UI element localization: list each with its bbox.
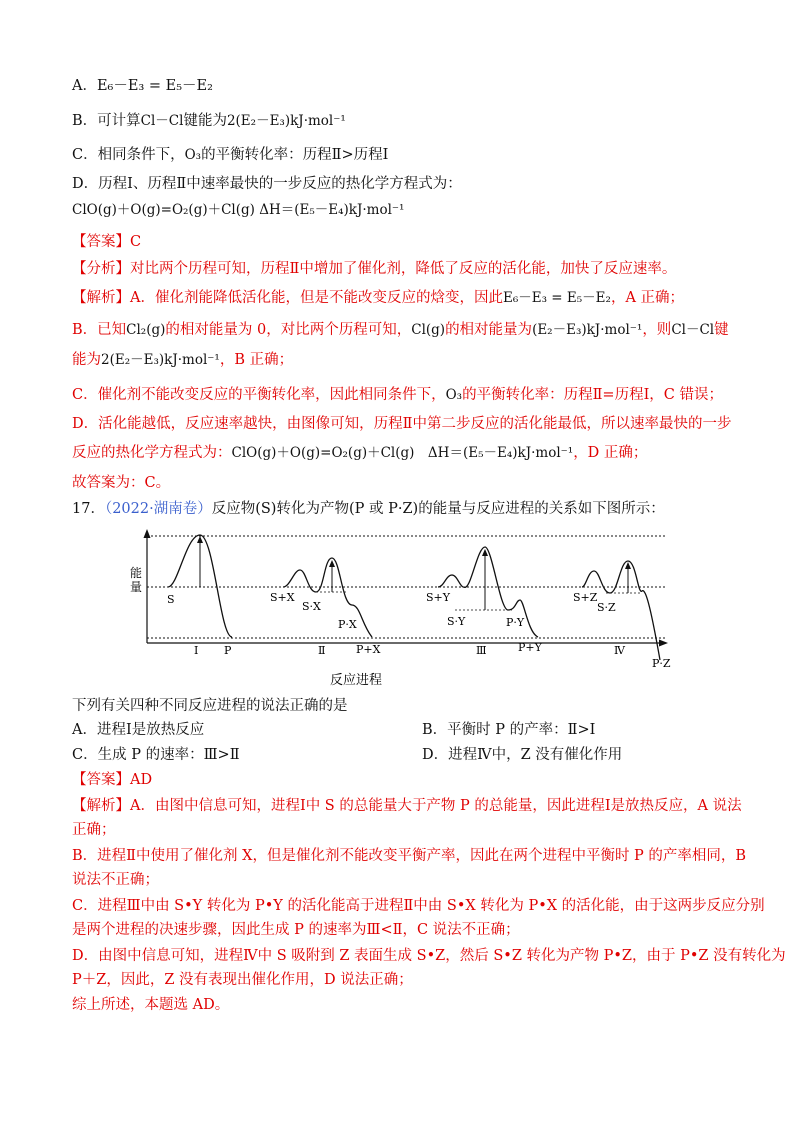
q17-option-b: B．平衡时 P 的产率：Ⅱ>Ⅰ	[422, 722, 596, 738]
jiexi-b2-expr: 2(E₂－E₃)kJ·mol⁻¹	[101, 352, 220, 368]
jiexi-b2-post: ，B 正确；	[219, 352, 294, 368]
q17-jiexi-b-text2: 说法不正确；	[72, 872, 159, 888]
label-process-3: Ⅲ	[476, 644, 487, 657]
q16-analysis	[72, 259, 676, 279]
jiexi-a-post: ，A 正确；	[610, 290, 685, 306]
curve-process-2	[283, 558, 372, 637]
label-s-dot-x: S·X	[302, 600, 321, 613]
q17-jiexi-b-line2	[72, 870, 159, 890]
q17-jiexi-c-line1	[72, 896, 765, 916]
energy-diagram	[120, 525, 700, 695]
label-xlabel: 反应进程	[330, 673, 383, 688]
label-p-dot-z: P·Z	[652, 657, 671, 670]
label-p: P	[224, 644, 232, 657]
q17-options-row1	[72, 720, 596, 740]
q17-jiexi-d-text: D．由图中信息可知，进程Ⅳ中 S 吸附到 Z 表面生成 S•Z，然后 S•Z 转化为产物 P•Z，由于 P•Z 没有转化为	[72, 948, 786, 964]
option-c-o3: O₃	[184, 147, 202, 163]
analysis-text: 对比两个历程可知，历程Ⅱ中增加了催化剂，降低了反应的活化能，加快了反应速率。	[130, 261, 677, 277]
q17-options-row2	[72, 745, 623, 765]
q17-conclusion-text: 综上所述，本题选 AD。	[72, 997, 230, 1013]
label-p-dot-x: P·X	[338, 618, 357, 631]
conclusion-text: 故答案为：C。	[72, 475, 171, 491]
jiexi-b-expr: (E₂－E₃)kJ·mol⁻¹	[532, 322, 643, 338]
q17-jiexi-d-line2	[72, 970, 413, 990]
q16-jiexi-d-line1	[72, 414, 731, 434]
ea-arrowhead-4	[625, 562, 631, 569]
option-b-expr: 2(E₂－E₃)kJ·mol⁻¹	[226, 113, 346, 129]
q17-jiexi-a-line1	[72, 796, 742, 816]
q17-jiexi-a-text2: 正确；	[72, 822, 116, 838]
jiexi-c-post: 的平衡转化率：历程Ⅱ=历程Ⅰ，C 错误；	[462, 387, 724, 403]
q16-jiexi-a	[72, 288, 684, 308]
q16-conclusion	[72, 473, 170, 493]
q16-jiexi-b-line2	[72, 350, 293, 370]
option-d-equation: ClO(g)＋O(g)=O₂(g)＋Cl(g) ΔH＝(E₅－E₄)kJ·mol⁻¹	[72, 202, 405, 218]
label-process-4: Ⅳ	[614, 644, 625, 657]
q16-option-a	[72, 76, 213, 96]
q16-jiexi-d-line2	[72, 443, 647, 463]
q17-answer-value: AD	[130, 772, 153, 788]
option-c-prefix: C．相同条件下，	[72, 147, 185, 163]
label-s-plus-z: S+Z	[573, 591, 598, 604]
answer-value: C	[130, 234, 142, 250]
jiexi-c-o3: O₃	[445, 387, 463, 403]
jiexi-b-cl: Cl(g)	[411, 322, 446, 338]
q17-option-d: D．进程Ⅳ中，Z 没有催化作用	[422, 747, 623, 763]
q17-jiexi-c-text: C．进程Ⅲ中由 S•Y 转化为 P•Y 的活化能高于进程Ⅱ中由 S•X 转化为 P•X 的活化能，由于这两步反应分别	[72, 898, 765, 914]
q16-answer	[72, 232, 141, 252]
option-b-prefix: B．可计算	[72, 113, 141, 129]
q17-jiexi-b-line1	[72, 846, 746, 866]
q16-option-c	[72, 145, 388, 165]
q17-option-a: A．进程Ⅰ是放热反应	[72, 722, 205, 738]
q17-jiexi-c-text2: 是两个进程的决速步骤，因此生成 P 的速率为Ⅲ<Ⅱ，C 说法不正确；	[72, 922, 520, 938]
q17-option-c: C．生成 P 的速率：Ⅲ>Ⅱ	[72, 747, 240, 763]
label-s-plus-y: S+Y	[426, 591, 451, 604]
label-s-plus-x: S+X	[270, 591, 295, 604]
jiexi-d2-prefix: 反应的热化学方程式为：	[72, 445, 232, 461]
label-process-2: Ⅱ	[318, 644, 326, 657]
jiexi-b-end: 键	[714, 322, 729, 338]
label-p-plus-y: P+Y	[518, 641, 542, 654]
jiexi-a-prefix: A．催化剂能降低活化能，但是不能改变反应的焓变，因此	[130, 290, 503, 306]
q17-jiexi-d-line1	[72, 946, 786, 966]
jiexi-tag: 【解析】	[72, 290, 130, 306]
jiexi-b-cl2: Cl₂(g)	[126, 322, 166, 338]
q17-jiexi-b-text: B．进程Ⅱ中使用了催化剂 X，但是催化剂不能改变平衡产率，因此在两个进程中平衡时 P 的产率相同，B	[72, 848, 747, 864]
jiexi-d2-post: ，D 正确；	[573, 445, 648, 461]
question-number: 17．	[72, 501, 105, 517]
jiexi-d-text: D．活化能越低，反应速率越快，由图像可知，历程Ⅱ中第二步反应的活化能最低，所以速率最快的一步	[72, 416, 732, 432]
jiexi-d2-expr: ClO(g)＋O(g)=O₂(g)＋Cl(g) ΔH＝(E₅－E₄)kJ·mol⁻¹	[231, 445, 574, 461]
q17-question	[72, 696, 348, 716]
q16-option-d-line2	[72, 200, 404, 220]
question-stem: 反应物(S)转化为产物(P 或 P·Z)的能量与反应进程的关系如下图所示：	[211, 501, 665, 517]
label-ylabel-2: 量	[130, 580, 143, 594]
question-source: （2022·湖南卷）	[104, 501, 212, 517]
q16-option-b	[72, 111, 346, 131]
option-b-bond: Cl－Cl	[140, 113, 184, 129]
q17-jiexi-a-text: A．由图中信息可知，进程Ⅰ中 S 的总能量大于产物 P 的总能量，因此进程Ⅰ是放热反应，A 说法	[130, 798, 742, 814]
label-process-1: Ⅰ	[194, 644, 199, 657]
q16-jiexi-c	[72, 385, 723, 405]
ea-arrowhead-1	[197, 536, 203, 543]
jiexi-b2-prefix: 能为	[72, 352, 101, 368]
label-s: S	[167, 593, 175, 606]
q16-option-d-line1	[72, 174, 462, 194]
q17-jiexi-tag: 【解析】	[72, 798, 130, 814]
jiexi-b-post: ，则	[642, 322, 672, 338]
label-ylabel-1: 能	[130, 566, 143, 580]
jiexi-b-bond: Cl－Cl	[671, 322, 715, 338]
y-axis-arrow	[144, 529, 151, 538]
label-p-dot-y: P·Y	[506, 616, 525, 629]
q17-jiexi-c-line2	[72, 920, 520, 940]
option-d-text: D．历程Ⅰ、历程Ⅱ中速率最快的一步反应的热化学方程式为：	[72, 176, 462, 192]
q17-jiexi-d-text2: P＋Z，因此，Z 没有表现出催化作用，D 说法正确；	[72, 972, 413, 988]
q17-answer	[72, 770, 152, 790]
option-a-text: A．E₆－E₃ = E₅－E₂	[72, 78, 213, 94]
jiexi-b-prefix: B．已知	[72, 322, 127, 338]
label-p-plus-x: P+X	[356, 643, 381, 656]
label-s-dot-z: S·Z	[597, 601, 616, 614]
q16-jiexi-b-line1	[72, 320, 729, 340]
label-s-dot-y: S·Y	[447, 615, 466, 628]
q17-conclusion	[72, 995, 229, 1015]
ea-arrowhead-2	[329, 560, 335, 567]
option-b-mid: 键能为	[183, 113, 227, 129]
jiexi-b-mid2: 的相对能量为	[445, 322, 533, 338]
answer-tag: 【答案】	[72, 234, 130, 250]
q17-answer-tag: 【答案】	[72, 772, 130, 788]
x-axis-arrow	[659, 640, 668, 647]
q17-jiexi-a-line2	[72, 820, 116, 840]
jiexi-c-prefix: C．催化剂不能改变反应的平衡转化率，因此相同条件下，	[72, 387, 446, 403]
jiexi-b-mid: 的相对能量为 0，对比两个历程可知，	[165, 322, 412, 338]
jiexi-a-expr: E₆－E₃ = E₅－E₂	[502, 290, 611, 306]
option-c-post: 的平衡转化率：历程Ⅱ>历程Ⅰ	[201, 147, 389, 163]
q17-stem	[72, 499, 665, 519]
analysis-tag: 【分析】	[72, 261, 130, 277]
question-text: 下列有关四种不同反应进程的说法正确的是	[72, 698, 348, 714]
